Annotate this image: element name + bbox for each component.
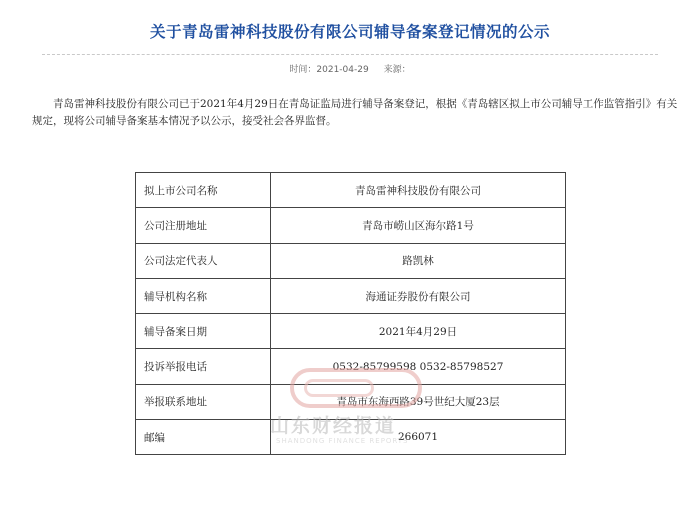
page-title: 关于青岛雷神科技股份有限公司辅导备案登记情况的公示 <box>149 23 550 41</box>
table-row <box>136 278 566 313</box>
row-value: 青岛市崂山区海尔路1号 <box>271 208 566 243</box>
row-value: 青岛市东海西路39号世纪大厦23层 <box>271 384 566 419</box>
watermark-subtext: SHANDONG FINANCE REPORTS <box>276 437 409 445</box>
table-row <box>136 173 566 208</box>
table-row <box>136 349 566 384</box>
table-row <box>136 420 566 455</box>
table-row <box>136 384 566 419</box>
title-divider <box>42 54 658 55</box>
row-label: 邮编 <box>136 420 271 455</box>
row-value: 0532-85799598 0532-85798527 <box>271 349 566 384</box>
row-value: 路凯林 <box>271 243 566 278</box>
row-value: 2021年4月29日 <box>271 314 566 349</box>
article-meta <box>0 62 700 75</box>
table-row <box>136 208 566 243</box>
time-value: 2021-04-29 <box>316 65 369 75</box>
watermark-text: 山东财经报道 <box>270 415 397 437</box>
row-label: 举报联系地址 <box>136 384 271 419</box>
row-label: 辅导备案日期 <box>136 314 271 349</box>
publish-time <box>289 65 368 75</box>
intro-paragraph: 青岛雷神科技股份有限公司已于2021年4月29日在青岛证监局进行辅导备案登记，根据《青岛辖区拟上市公司辅导工作监管指引》有关规定，现将公司辅导备案基本情况予以公示，接受社会各界监督。 <box>32 98 678 127</box>
row-label: 拟上市公司名称 <box>136 173 271 208</box>
row-label: 公司注册地址 <box>136 208 271 243</box>
registration-table <box>135 172 566 455</box>
row-label: 辅导机构名称 <box>136 278 271 313</box>
table-row <box>136 243 566 278</box>
source-label: 来源： <box>383 65 411 75</box>
row-label: 公司法定代表人 <box>136 243 271 278</box>
table-row <box>136 314 566 349</box>
row-value: 青岛雷神科技股份有限公司 <box>271 173 566 208</box>
row-value: 海通证券股份有限公司 <box>271 278 566 313</box>
row-value: 266071 <box>271 420 566 455</box>
row-label: 投诉举报电话 <box>136 349 271 384</box>
time-label: 时间： <box>289 65 317 75</box>
